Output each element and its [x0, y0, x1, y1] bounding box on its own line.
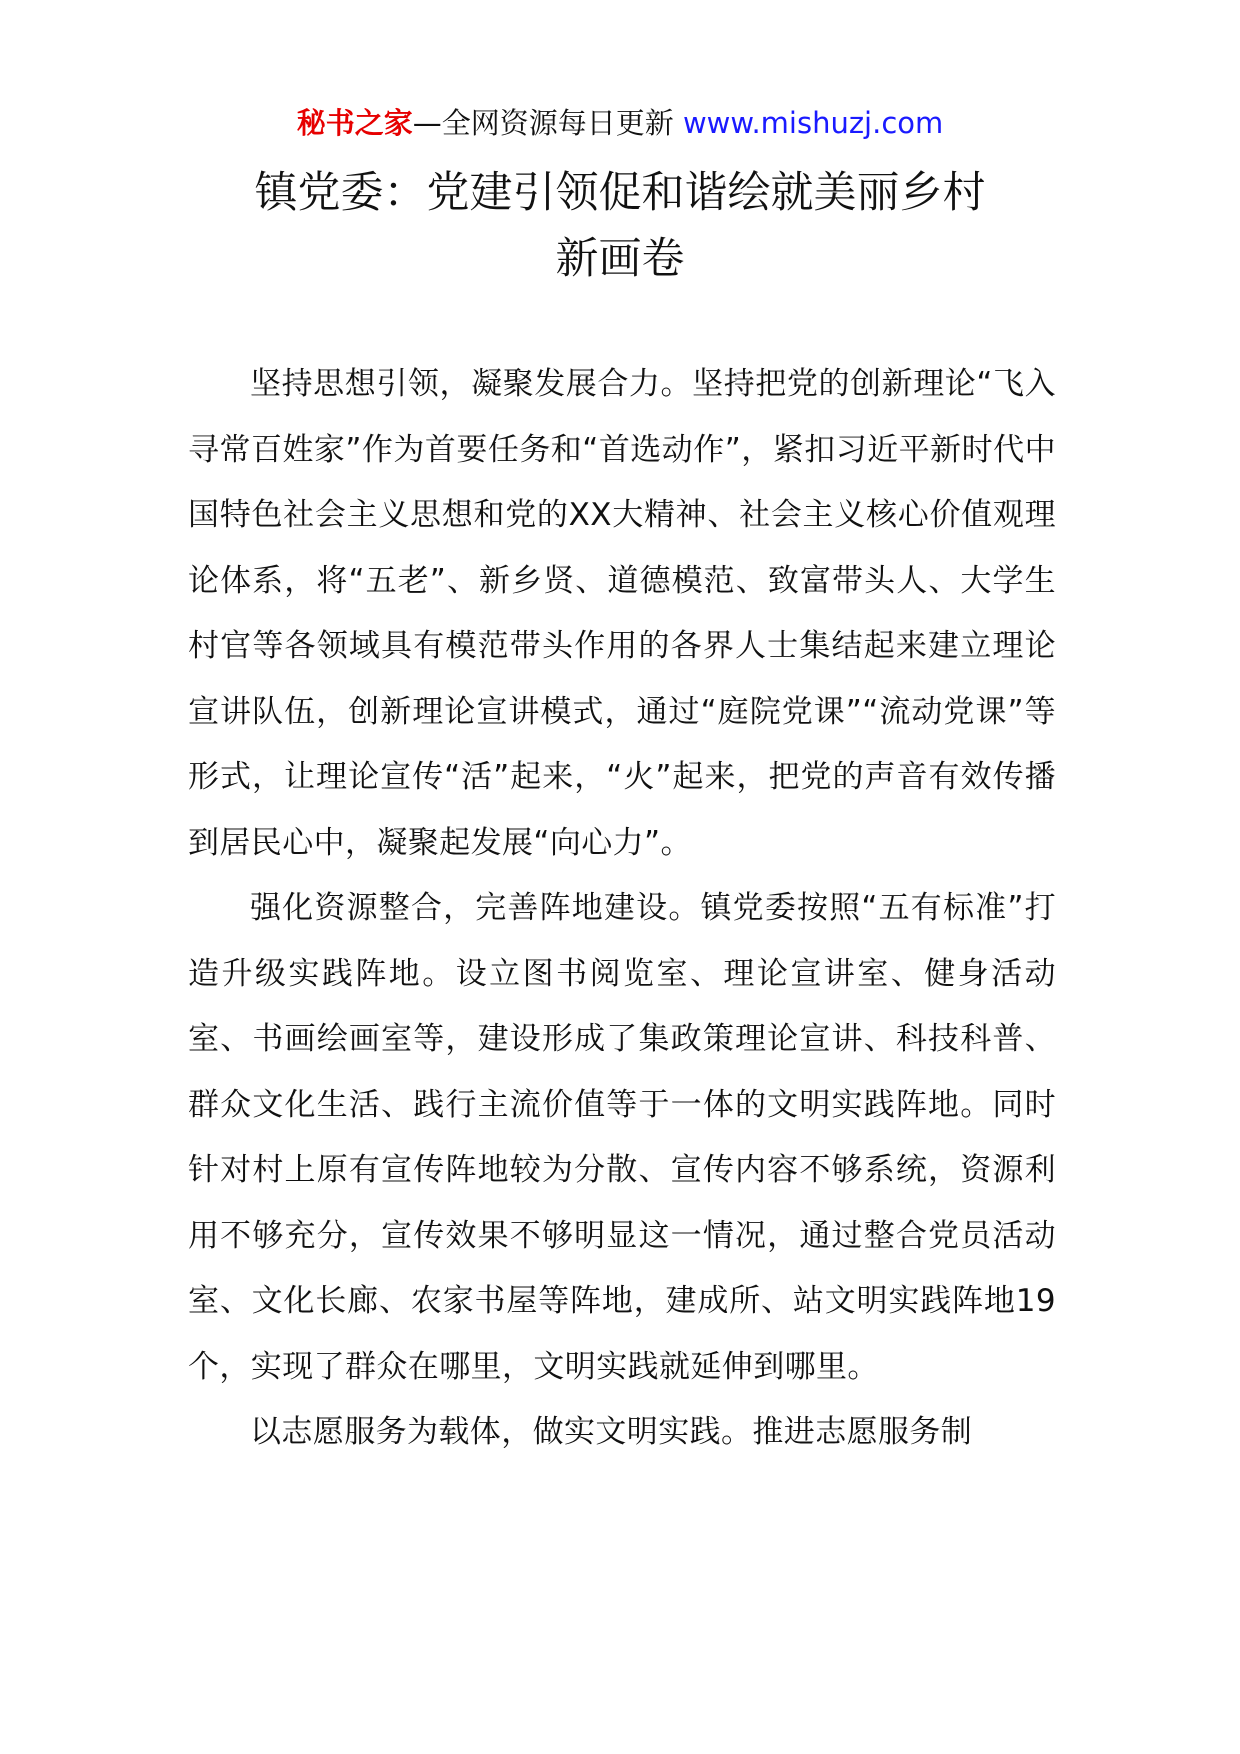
brand-name: 秘书之家	[296, 106, 413, 140]
paragraph-volunteer-service: 以志愿服务为载体，做实文明实践。推进志愿服务制	[250, 1414, 973, 1450]
site-url-link[interactable]: www.mishuzj.com	[682, 106, 944, 140]
document-body	[188, 352, 1056, 1466]
site-header	[0, 103, 1240, 143]
paragraph-thought-guidance: 坚持思想引领，凝聚发展合力。坚持把党的创新理论“飞入寻常百姓家”作为首要任务和“首选动作”，紧扣习近平新时代中国特色社会主义思想和党的XX大精神、社会主义核心价值观理论体系，将“五老”、新乡贤、道德模范、致富带头人、大学生村官等各领域具有模范带头作用的各界人士集结起来建立理论宣讲队伍，创新理论宣讲模式，通过“庭院党课”“流动党课”等形式，让理论宣传“活”起来，“火”起来，把党的声音有效传播到居民心中，凝聚起发展“向心力”。	[188, 366, 1056, 861]
document-title	[150, 160, 1090, 292]
header-tagline: —全网资源每日更新	[412, 106, 674, 140]
paragraph-resource-integration: 强化资源整合，完善阵地建设。镇党委按照“五有标准”打造升级实践阵地。设立图书阅览室、理论宣讲室、健身活动室、书画绘画室等，建设形成了集政策理论宣讲、科技科普、群众文化生活、践行主流价值等于一体的文明实践阵地。同时针对村上原有宣传阵地较为分散、宣传内容不够系统，资源利用不够充分，宣传效果不够明显这一情况，通过整合党员活动室、文化长廊、农家书屋等阵地，建成所、站文明实践阵地19个，实现了群众在哪里，文明实践就延伸到哪里。	[188, 890, 1056, 1385]
title-line-1: 镇党委：党建引领促和谐绘就美丽乡村	[254, 168, 986, 218]
title-line-2: 新画卷	[555, 234, 685, 284]
